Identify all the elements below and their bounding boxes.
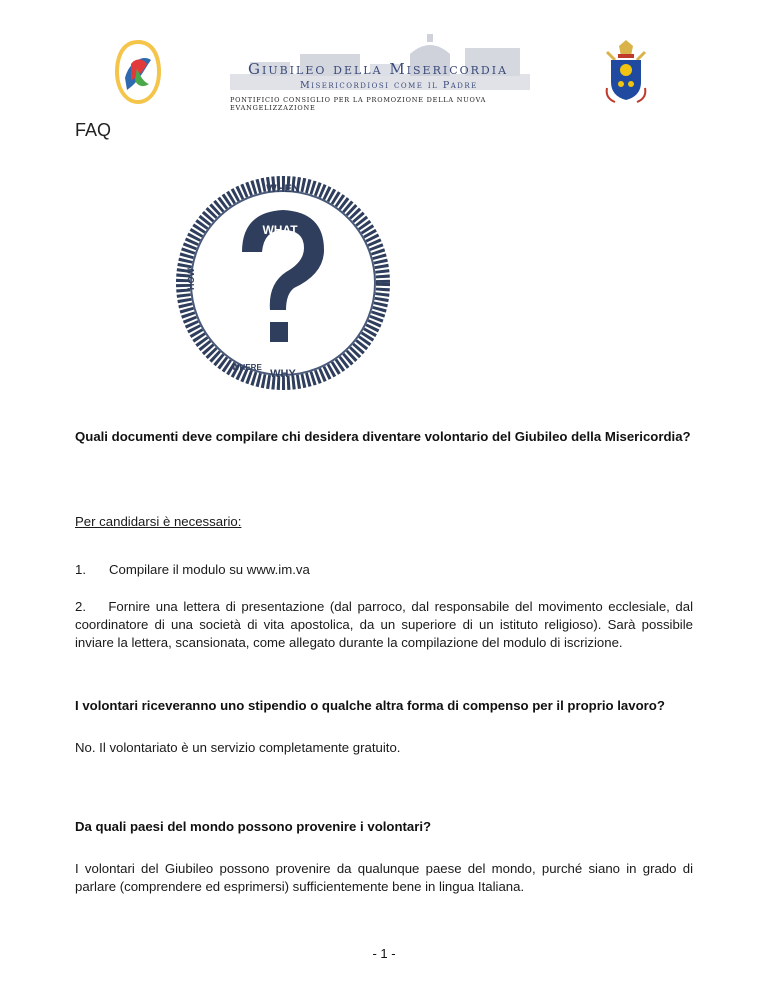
jubilee-title: Giubileo della Misericordia	[248, 60, 509, 78]
document-header	[0, 30, 768, 110]
papal-coat-of-arms	[601, 38, 651, 104]
page-title: FAQ	[75, 120, 112, 140]
page-number: - 1 -	[372, 946, 396, 961]
faq-question-2: I volontari riceveranno uno stipendio o qualche altra forma di compenso per il proprio lavoro?	[75, 698, 665, 713]
jubilee-logo	[113, 38, 163, 106]
list-number: 1.	[75, 562, 86, 577]
faq-answer-1-intro: Per candidarsi è necessario:	[75, 514, 242, 529]
wordcloud-word-who: WHO	[268, 310, 290, 320]
faq-question-3: Da quali paesi del mondo possono provenire i volontari?	[75, 819, 432, 834]
faq-answer-3: I volontari del Giubileo possono provenire da qualunque paese del mondo, purché siano in grado di parlare (comprendere ed esprimersi) sufficientemente bene in lingua Italiana.	[75, 861, 693, 894]
wordcloud-word-how: HOW	[186, 268, 196, 290]
wordcloud-word-why: WHY	[270, 368, 296, 380]
question-mark-wordcloud-image	[172, 172, 394, 394]
faq-answer-1-item-1	[75, 561, 693, 579]
list-item-text: Fornire una lettera di presentazione (dal parroco, dal responsabile del movimento ecclesiale, dal coordinatore di una società di vita apostolica, da un superiore di un istituto religioso). Sarà possibile inviare la lettera, scansionata, come allegato durante la compilazione del modulo di iscrizione.	[75, 599, 694, 650]
wordcloud-word-where: WHERE	[232, 363, 262, 372]
wordcloud-word-what: WHAT	[262, 223, 298, 237]
faq-answer-2: No. Il volontariato è un servizio completamente gratuito.	[75, 740, 401, 755]
list-number: 2.	[75, 599, 86, 614]
wordcloud-word-when: WHEN	[266, 183, 300, 195]
faq-question-1: Quali documenti deve compilare chi desidera diventare volontario del Giubileo della Misericordia?	[75, 429, 691, 444]
council-name: PONTIFICIO CONSIGLIO PER LA PROMOZIONE DELLA NUOVA EVANGELIZZAZIONE	[230, 96, 487, 112]
jubilee-motto: Misericordiosi come il Padre	[300, 80, 478, 91]
faq-answer-1-item-2	[75, 598, 693, 652]
list-item-text: Compilare il modulo su www.im.va	[109, 562, 310, 577]
